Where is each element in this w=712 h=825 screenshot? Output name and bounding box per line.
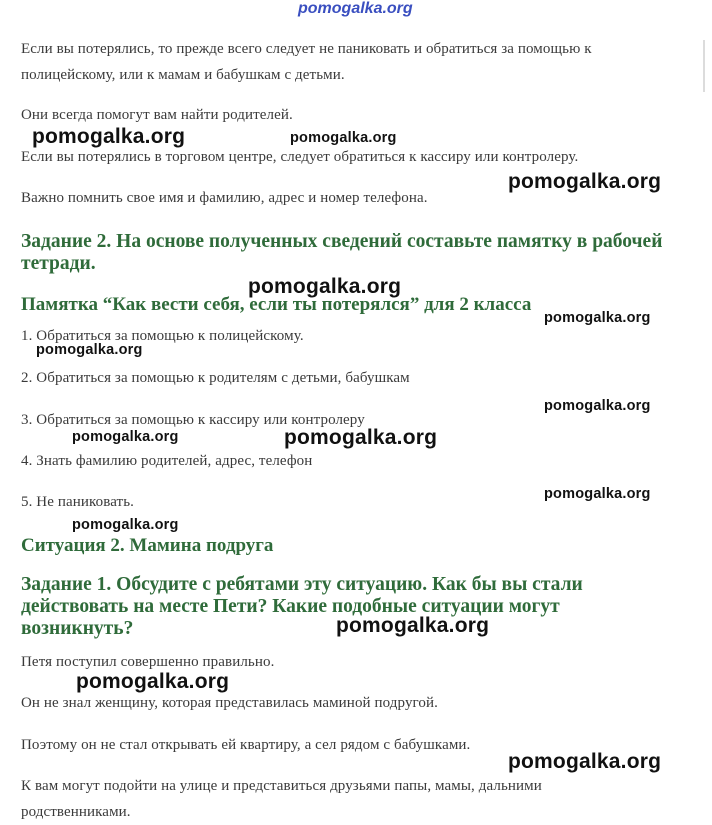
watermark: pomogalka.org bbox=[248, 275, 402, 298]
watermark: pomogalka.org bbox=[284, 426, 438, 449]
paragraph-remember-info: Важно помнить свое имя и фамилию, адрес и номер телефона. bbox=[21, 190, 428, 206]
watermark: pomogalka.org bbox=[32, 125, 186, 148]
watermark: pomogalka.org bbox=[76, 670, 230, 693]
memo-item-4: 4. Знать фамилию родителей, адрес, телефон bbox=[21, 453, 313, 469]
situation2-heading: Ситуация 2. Мамина подруга bbox=[21, 535, 274, 556]
watermark: pomogalka.org bbox=[36, 342, 143, 358]
memo-item-3: 3. Обратиться за помощью к кассиру или контролеру bbox=[21, 412, 365, 428]
paragraph-lost-advice: Если вы потерялись, то прежде всего следует не паниковать и обратиться за помощью к полицейскому, или к мамам и бабушкам с детьми. bbox=[21, 41, 592, 83]
answer-1: Петя поступил совершенно правильно. bbox=[21, 654, 275, 670]
watermark: pomogalka.org bbox=[544, 486, 651, 502]
task2-heading: Задание 2. На основе полученных сведений составьте памятку в рабочей тетради. bbox=[21, 231, 663, 274]
paragraph-shopping-center: Если вы потерялись в торговом центре, следует обратиться к кассиру или контролеру. bbox=[21, 149, 579, 165]
watermark: pomogalka.org bbox=[544, 310, 651, 326]
task1-heading: Задание 1. Обсудите с ребятами эту ситуацию. Как бы вы стали действовать на месте Пети? Какие подобные ситуации могут возникнуть? bbox=[21, 574, 583, 639]
watermark: pomogalka.org bbox=[336, 614, 490, 637]
watermark: pomogalka.org bbox=[290, 130, 397, 146]
watermark: pomogalka.org bbox=[72, 517, 179, 533]
answer-3: Поэтому он не стал открывать ей квартиру, а сел рядом с бабушками. bbox=[21, 737, 471, 753]
scroll-edge bbox=[703, 40, 705, 92]
memo-item-1: 1. Обратиться за помощью к полицейскому. bbox=[21, 328, 304, 344]
answer-2: Он не знал женщину, которая представилась маминой подругой. bbox=[21, 695, 439, 711]
memo-item-5: 5. Не паниковать. bbox=[21, 494, 135, 510]
paragraph-help-find-parents: Они всегда помогут вам найти родителей. bbox=[21, 107, 293, 123]
memo-item-2: 2. Обратиться за помощью к родителям с детьми, бабушкам bbox=[21, 370, 410, 386]
header-watermark: pomogalka.org bbox=[298, 0, 413, 17]
watermark: pomogalka.org bbox=[508, 170, 662, 193]
watermark: pomogalka.org bbox=[544, 398, 651, 414]
watermark: pomogalka.org bbox=[72, 429, 179, 445]
answer-4: К вам могут подойти на улице и представиться друзьями папы, мамы, дальними родственниками. bbox=[21, 778, 542, 820]
watermark: pomogalka.org bbox=[508, 750, 662, 773]
memo-heading: Памятка “Как вести себя, если ты потерялся” для 2 класса bbox=[21, 294, 532, 315]
